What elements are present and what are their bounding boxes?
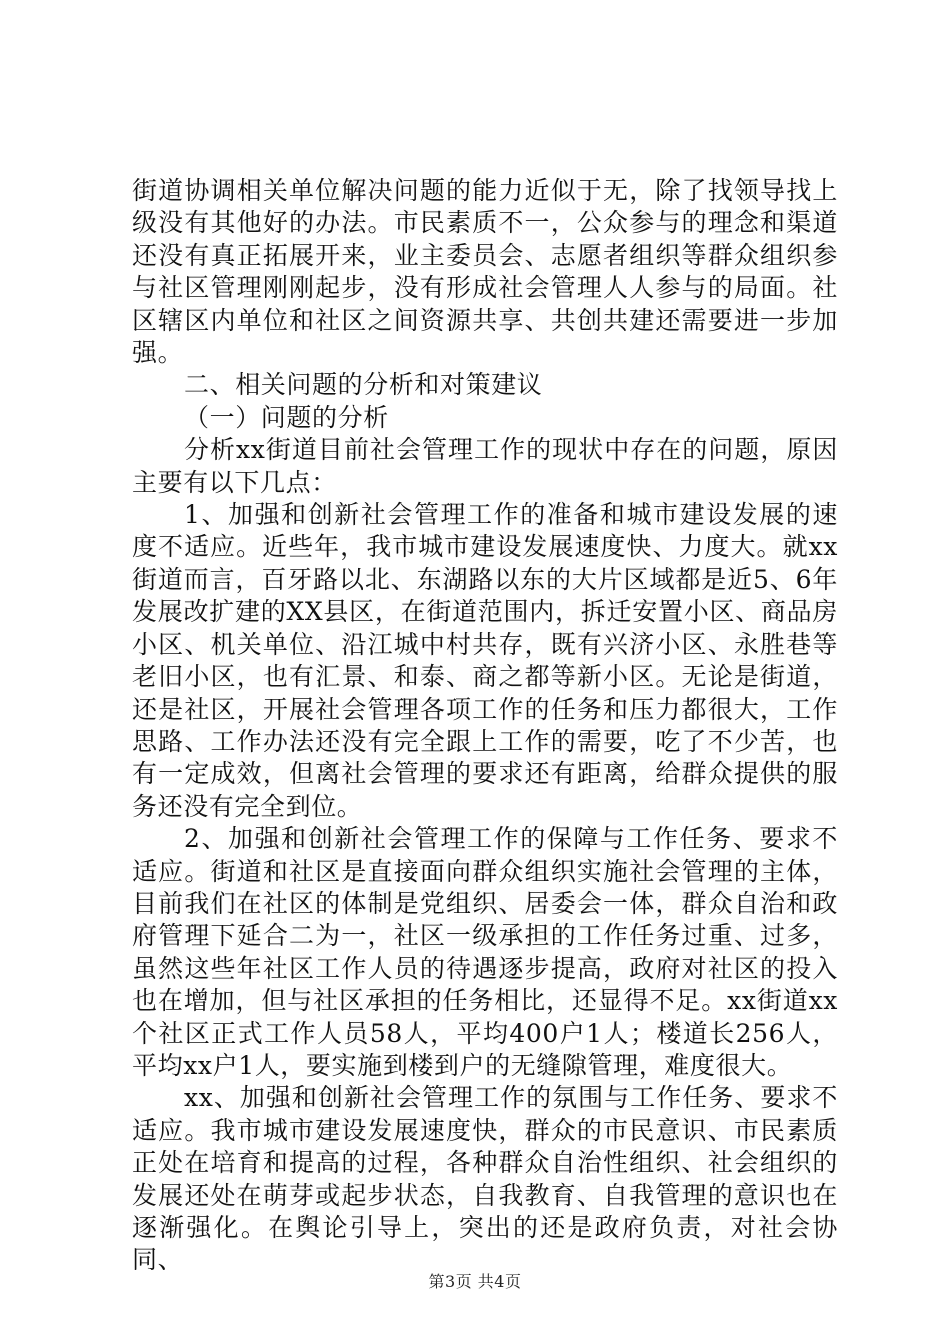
document-body [132, 175, 838, 1277]
paragraph-point-3: xx、加强和创新社会管理工作的氛围与工作任务、要求不适应。我市城市建设发展速度快，群众的市民意识、市民素质正处在培育和提高的过程，各种群众自治性组织、社会组织的发展还处在萌芽或起步状态，自我教育、自我管理的意识也在逐渐强化。在舆论引导上，突出的还是政府负责，对社会协同、 [132, 1083, 838, 1275]
page-footer: 第3页 共4页 [428, 1272, 522, 1291]
paragraph-continuation: 街道协调相关单位解决问题的能力近似于无，除了找领导找上级没有其他好的办法。市民素质不一，公众参与的理念和渠道还没有真正拓展开来，业主委员会、志愿者组织等群众组织参与社区管理刚刚起步，没有形成社会管理人人参与的局面。社区辖区内单位和社区之间资源共享、共创共建还需要进一步加强。 [132, 176, 838, 368]
subsection-heading: （一）问题的分析 [184, 402, 389, 432]
paragraph-point-1: 1、加强和创新社会管理工作的准备和城市建设发展的速度不适应。近些年，我市城市建设发展速度快、力度大。就xx街道而言，百牙路以北、东湖路以东的大片区域都是近5、6年发展改扩建的XX县区，在街道范围内，拆迁安置小区、商品房小区、机关单位、沿江城中村共存，既有兴济小区、永胜巷等老旧小区，也有汇景、和泰、商之都等新小区。无论是街道，还是社区，开展社会管理各项工作的任务和压力都很大，工作思路、工作办法还没有完全跟上工作的需要，吃了不少苦，也有一定成效，但离社会管理的要求还有距离，给群众提供的服务还没有完全到位。 [132, 500, 838, 821]
section-heading: 二、相关问题的分析和对策建议 [184, 370, 543, 400]
paragraph-point-2: 2、加强和创新社会管理工作的保障与工作任务、要求不适应。街道和社区是直接面向群众组织实施社会管理的主体，目前我们在社区的体制是党组织、居委会一体，群众自治和政府管理下延合二为一，社区一级承担的工作任务过重、过多，虽然这些年社区工作人员的待遇逐步提高，政府对社区的投入也在增加，但与社区承担的任务相比，还显得不足。xx街道xx个社区正式工作人员58人，平均400户1人；楼道长256人，平均xx户1人，要实施到楼到户的无缝隙管理，难度很大。 [132, 824, 838, 1080]
paragraph-intro: 分析xx街道目前社会管理工作的现状中存在的问题，原因主要有以下几点： [132, 435, 838, 497]
